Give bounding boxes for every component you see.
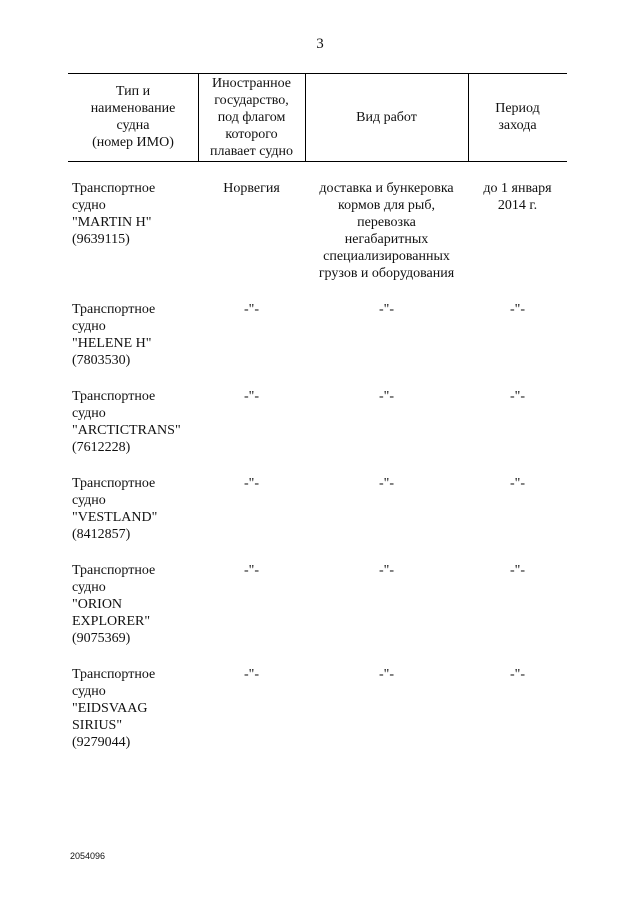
- work-type-cell: [305, 301, 468, 318]
- work-type-cell: [305, 180, 468, 282]
- header-line: Вид работ: [356, 109, 417, 125]
- vessel-cell: [72, 562, 202, 647]
- vessel-line: (7803530): [72, 353, 131, 368]
- vessel-cell: [72, 388, 202, 456]
- period-cell: [468, 301, 567, 318]
- work-type-cell: [305, 475, 468, 492]
- table-row: [68, 562, 567, 672]
- vessel-line: Транспортное: [72, 302, 156, 317]
- work-line: кормов для рыб,: [338, 198, 435, 213]
- header-line: которого: [225, 126, 278, 142]
- vessel-cell: [72, 180, 202, 248]
- flag-state-cell: [198, 666, 305, 683]
- work-type-cell: [305, 388, 468, 405]
- work-line: перевозка: [357, 215, 416, 230]
- page-number: 3: [316, 36, 324, 52]
- header-line: захода: [498, 118, 537, 133]
- period-cell: [468, 180, 567, 214]
- vessel-line: Транспортное: [72, 563, 156, 578]
- vessel-line: "VESTLAND": [72, 510, 158, 525]
- work-line: негабаритных: [344, 232, 429, 247]
- vessel-line: Транспортное: [72, 389, 156, 404]
- header-line: (номер ИМО): [92, 135, 174, 150]
- work-type-cell: [305, 666, 468, 683]
- vessel-line: "HELENE H": [72, 336, 152, 351]
- flag-state-cell: [198, 388, 305, 405]
- document-code: 2054096: [70, 851, 106, 861]
- period-cell: [468, 388, 567, 405]
- vessel-line: (9075369): [72, 631, 131, 646]
- ditto-mark: -"-: [378, 389, 395, 404]
- vessel-line: "EIDSVAAG: [72, 701, 148, 716]
- vessel-cell: [72, 475, 202, 543]
- header-line: плавает судно: [210, 143, 293, 159]
- header-vessel: [68, 73, 198, 161]
- ditto-mark: -"-: [509, 389, 526, 404]
- ditto-mark: -"-: [243, 667, 260, 682]
- vessel-line: "ARCTICTRANS": [72, 423, 181, 438]
- work-line: грузов и оборудования: [318, 266, 455, 281]
- ditto-mark: -"-: [243, 302, 260, 317]
- vessel-line: (8412857): [72, 527, 131, 542]
- vessel-cell: [72, 666, 202, 751]
- vessel-line: EXPLORER": [72, 614, 151, 629]
- header-line: Тип и: [115, 84, 151, 99]
- work-line: доставка и бункеровка: [319, 181, 454, 196]
- header-line: государство,: [214, 92, 289, 108]
- ditto-mark: -"-: [509, 667, 526, 682]
- ditto-mark: -"-: [378, 563, 395, 578]
- table-header-bottom-rule: [68, 161, 567, 162]
- flag-state-cell: [198, 301, 305, 318]
- vessel-line: (9639115): [72, 232, 130, 247]
- header-line: Период: [495, 101, 540, 116]
- ditto-mark: -"-: [509, 563, 526, 578]
- period-line: до 1 января: [483, 181, 552, 196]
- period-cell: [468, 666, 567, 683]
- header-line: под флагом: [217, 109, 286, 125]
- vessel-line: судно: [72, 684, 106, 699]
- vessel-line: Транспортное: [72, 476, 156, 491]
- period-line: 2014 г.: [497, 198, 538, 213]
- flag-state-line: Норвегия: [223, 181, 280, 196]
- ditto-mark: -"-: [378, 667, 395, 682]
- table-row: [68, 180, 567, 290]
- vessel-line: Транспортное: [72, 181, 156, 196]
- ditto-mark: -"-: [243, 563, 260, 578]
- vessel-line: судно: [72, 580, 106, 595]
- vessel-line: судно: [72, 406, 106, 421]
- vessel-line: судно: [72, 198, 106, 213]
- header-line: Иностранное: [211, 75, 292, 91]
- ditto-mark: -"-: [378, 302, 395, 317]
- ditto-mark: -"-: [243, 476, 260, 491]
- header-work-type: [305, 73, 468, 161]
- header-period: [468, 73, 567, 161]
- work-line: специализированных: [323, 249, 450, 264]
- table-row: [68, 666, 567, 776]
- work-type-cell: [305, 562, 468, 579]
- ditto-mark: -"-: [378, 476, 395, 491]
- vessel-line: SIRIUS": [72, 718, 123, 733]
- vessel-line: (7612228): [72, 440, 131, 455]
- flag-state-cell: [198, 562, 305, 579]
- flag-state-cell: [198, 475, 305, 492]
- vessel-line: "MARTIN H": [72, 215, 152, 230]
- header-line: наименование: [90, 101, 176, 116]
- header-line: судна: [116, 118, 150, 133]
- vessel-cell: [72, 301, 202, 369]
- header-flag-state: [198, 73, 305, 161]
- vessel-line: "ORION: [72, 597, 123, 612]
- vessel-line: (9279044): [72, 735, 131, 750]
- vessel-line: Транспортное: [72, 667, 156, 682]
- period-cell: [468, 475, 567, 492]
- vessel-line: судно: [72, 493, 106, 508]
- period-cell: [468, 562, 567, 579]
- ditto-mark: -"-: [509, 302, 526, 317]
- vessel-line: судно: [72, 319, 106, 334]
- ditto-mark: -"-: [509, 476, 526, 491]
- flag-state-cell: [198, 180, 305, 197]
- ditto-mark: -"-: [243, 389, 260, 404]
